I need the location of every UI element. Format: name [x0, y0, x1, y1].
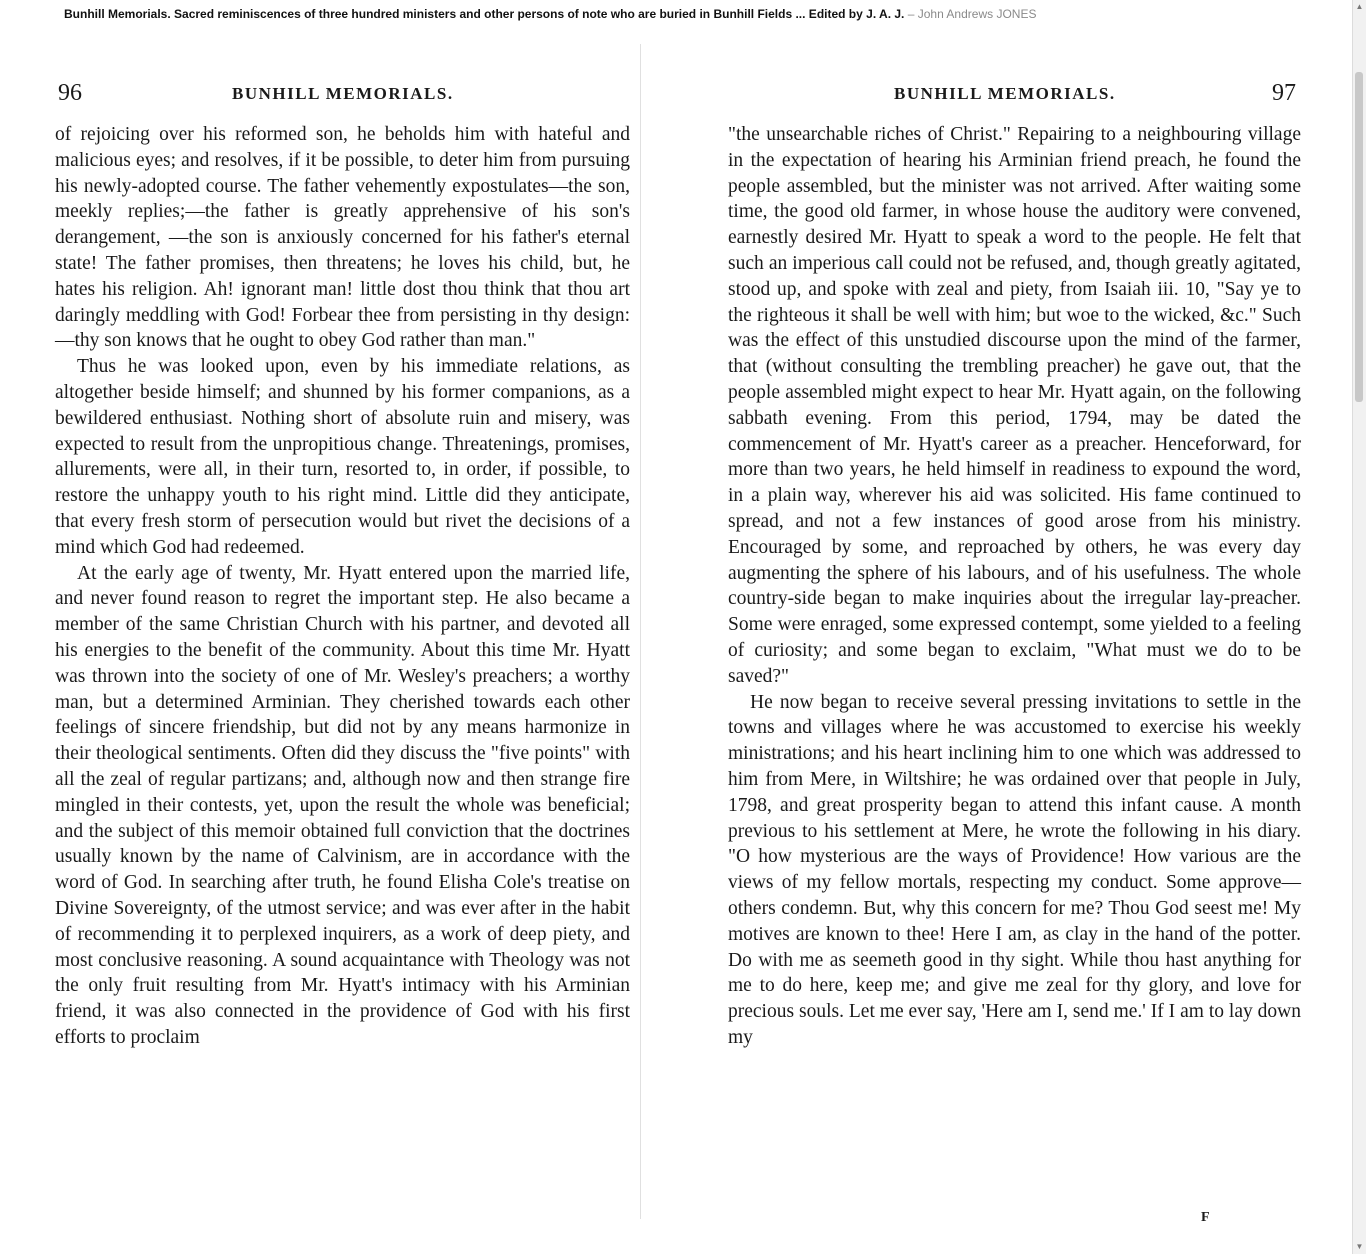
book-title: Bunhill Memorials. Sacred reminiscences of three hundred ministers and other persons of note who are buried in Bunhill Fields ... Edited by J. A. J. – John Andrews JONES	[64, 7, 1037, 21]
right-running-head: BUNHILL MEMORIALS.	[894, 84, 1116, 103]
left-running-head: BUNHILL MEMORIALS.	[232, 84, 454, 103]
document-title-bar	[0, 0, 1352, 28]
paragraph: Thus he was looked upon, even by his immediate relations, as altogether beside himself; and shunned by his former companions, as a bewildered enthusiast. Nothing short of absolute ruin and misery, was expected to result from the unpropitious change. Threatenings, promises, allurements, were all, in their turn, resorted to, in order, if possible, to restore the unhappy youth to his right mind. Little did they anticipate, that every fresh storm of persecution would but rivet the decisions of a mind which God had redeemed.	[55, 356, 630, 558]
scrollbar-thumb[interactable]	[1355, 72, 1363, 402]
paragraph: "the unsearchable riches of Christ." Repairing to a neighbouring village in the expectation of hearing his Arminian friend preach, he found the people assembled, but the minister was not arrived. After waiting some time, the good old farmer, in whose house the auditory were convened, earnestly desired Mr. Hyatt to speak a word to the people. He felt that such an imperious call could not be refused, and, though greatly agitated, stood up, and spoke with zeal and piety, from Isaiah iii. 10, "Say ye to the righteous it shall be well with him; but woe to the wicked, &c." Such was the effect of this unstudied discourse upon the mind of the farmer, that (without consulting the trembling preacher) he gave out, that the people assembled might expect to hear Mr. Hyatt again, on the following sabbath evening. From this period, 1794, may be dated the commencement of Mr. Hyatt's career as a preacher. Henceforward, for more than two years, he held himself in readiness to expound the word, in a plain way, wherever his aid was solicited. His fame continued to spread, and not a few instances of good arose from his ministry. Encouraged by some, and reproached by others, he was every day augmenting the sphere of his labours, and of his usefulness. The whole country-side began to make inquiries about the irregular lay-preacher. Some were enraged, some expressed contempt, some yielded to a feeling of curiosity; and some began to exclaim, "What must we do to be saved?"	[728, 124, 1301, 687]
author-name: John Andrews JONES	[917, 7, 1037, 21]
paragraph: He now began to receive several pressing invitations to settle in the towns and villages where he was accustomed to exercise his weekly ministrations; and his heart inclining him to one which was addressed to him from Mere, in Wiltshire; he was ordained over that people in July, 1798, and great prosperity began to attend this infant cause. A month previous to his settlement at Mere, he wrote the following in his diary. "O how mysterious are the ways of Providence! How various are the views of my fellow mortals, respecting my conduct. Some approve—others condemn. But, why this concern for me? Thou God seest me! My motives are known to thee! Here I am, as clay in the hand of the potter. Do with me as seemeth good in thy sight. While thou hast anything for me to do here, keep me; and give me zeal for thy glory, and love for precious souls. Let me ever say, 'Here am I, send me.' If I am to lay down my	[728, 691, 1301, 1048]
printer-signature-mark: F	[1201, 1210, 1210, 1225]
right-page-number: 97	[1272, 80, 1296, 106]
left-page-number: 96	[58, 80, 82, 106]
vertical-scrollbar[interactable]	[1352, 0, 1366, 1254]
paragraph: of rejoicing over his reformed son, he beholds him with hateful and malicious eyes; and resolves, if it be possible, to deter him from pursuing his newly-adopted course. The father vehemently expostulates—the son, meekly replies;—the father is greatly apprehensive of his son's derangement, —the son is anxiously concerned for his father's eternal state! The father promises, then threatens; he loves his child, but, he hates his religion. Ah! ignorant man! little dost thou think that thou art daringly meddling with God! Forbear thee from persisting in thy design:—thy son knows that he ought to obey God rather than man."	[55, 124, 630, 352]
scroll-up-icon[interactable]: ▲	[1355, 2, 1364, 11]
paragraph: At the early age of twenty, Mr. Hyatt entered upon the married life, and never found reason to regret the important step. He also became a member of the same Christian Church with his partner, and devoted all his energies to the benefit of the community. About this time Mr. Hyatt was thrown into the society of one of Mr. Wesley's preachers; a worthy man, but a determined Arminian. They cherished towards each other feelings of sincere friendship, but did not by any means harmonize in their theological sentiments. Often did they discuss the "five points" with all the zeal of regular partizans; and, although now and then strange fire mingled in their contests, yet, upon the result the whole was beneficial; and the subject of this memoir obtained full conviction that the doctrines usually known by the name of Calvinism, are in accordance with the word of God. In searching after truth, he found Elisha Cole's treatise on Divine Sovereignty, of the utmost service; and was ever after in the habit of recommending it to perplexed inquirers, as a work of deep piety, and most conclusive reasoning. A sound acquaintance with Theology was not the only fruit resulting from Mr. Hyatt's intimacy with his Arminian friend, it was also connected in the providence of God with his first efforts to proclaim	[55, 562, 630, 1048]
page-gutter	[640, 44, 641, 1219]
scroll-down-icon[interactable]: ▼	[1355, 1242, 1364, 1251]
author-separator: –	[904, 7, 918, 21]
right-page-text	[728, 122, 1301, 1051]
left-page-text	[55, 122, 630, 1051]
